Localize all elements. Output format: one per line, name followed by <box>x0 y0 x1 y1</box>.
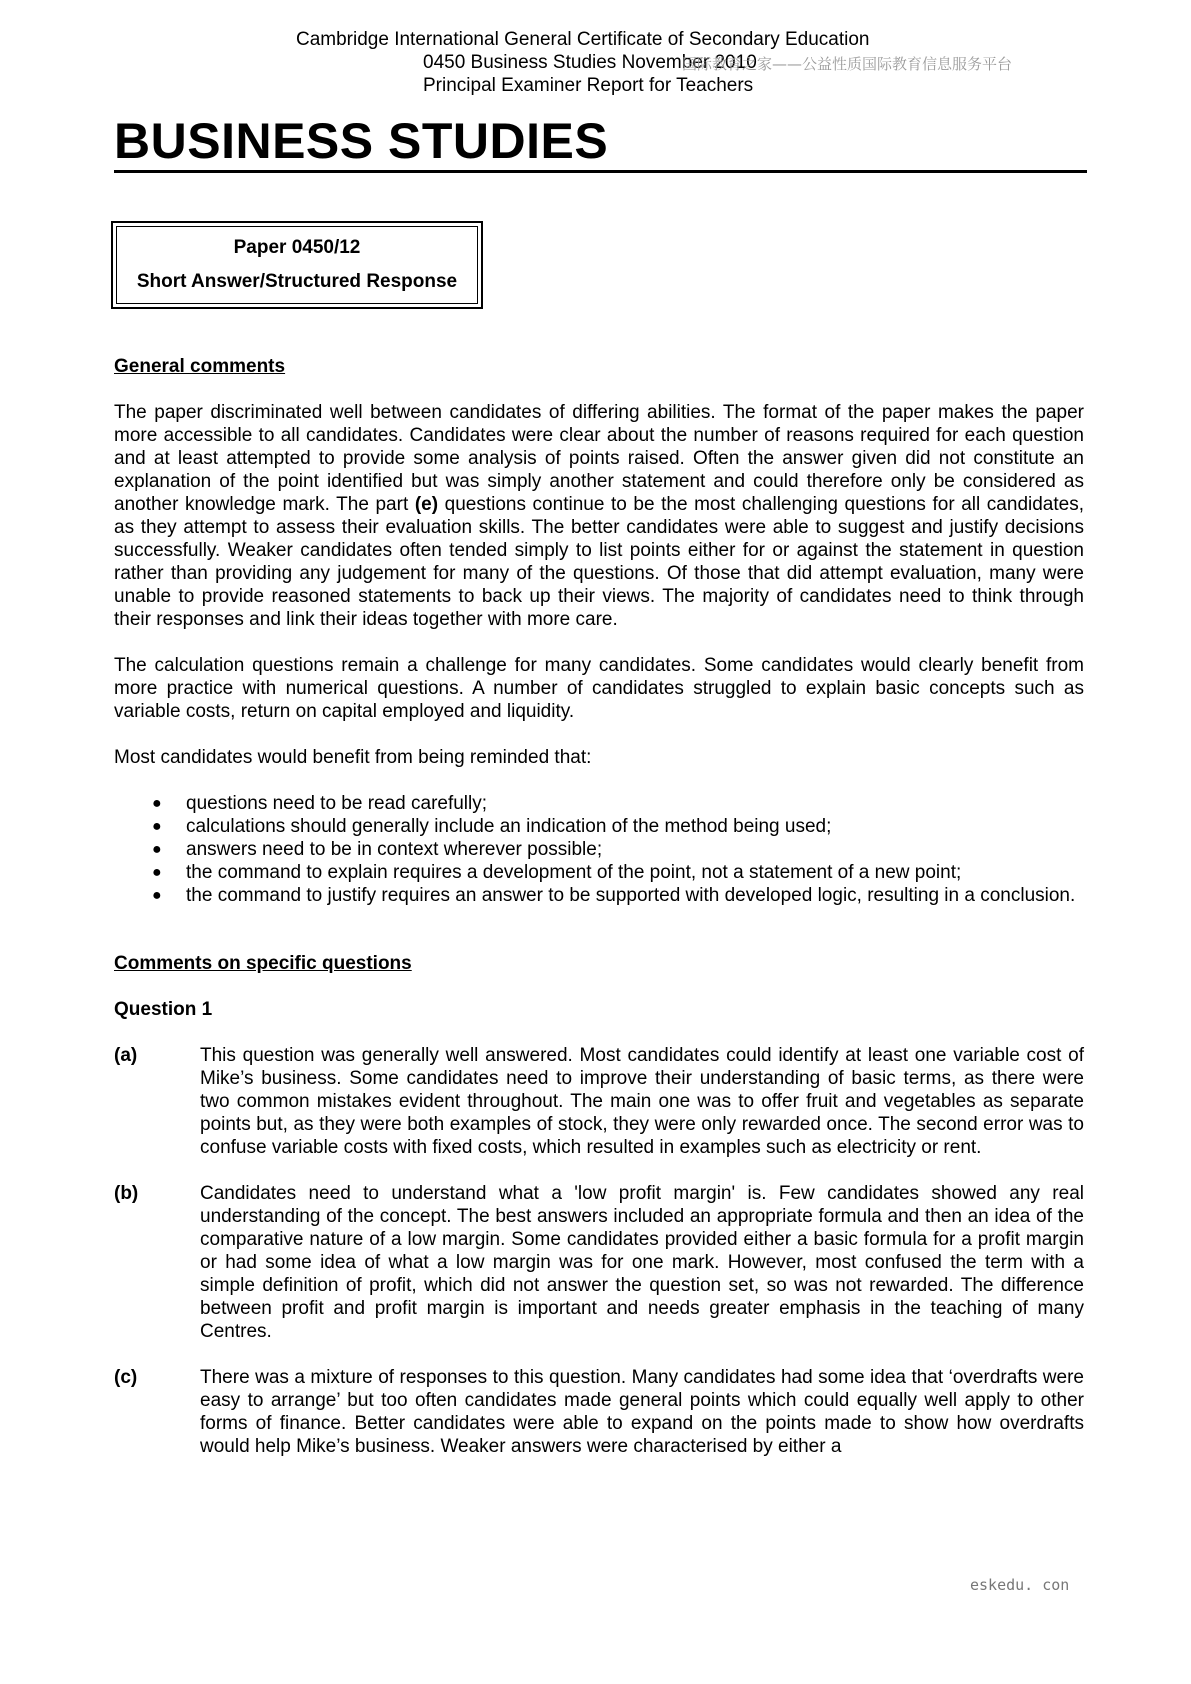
general-paragraph-1 <box>114 401 1084 631</box>
list-item <box>114 815 1084 838</box>
question-item-label: (a) <box>114 1045 138 1066</box>
question-1-title: Question 1 <box>114 999 213 1020</box>
question-item-text: There was a mixture of responses to this question. Many candidates had some idea that ‘overdrafts were easy to arrange’ but too often candidates made general points which could equally well apply to other forms of finance. Better candidates were able to expand on the points made to show how overdrafts would help Mike’s business. Weaker answers were characterised by either a <box>200 1367 1084 1457</box>
paper-type: Short Answer/Structured Response <box>136 271 458 292</box>
general-p1-part-b: questions continue to be the most challenging questions for all candidates, as they attempt to assess their evaluation skills. The better candidates were able to suggest and justify decisions successfully. Weaker candidates often tended simply to list points either for or against the statement in question rather than providing any judgement for many of the questions. Of those that did attempt evaluation, many were unable to provide reasoned statements to back up their views. The majority of candidates need to think through their responses and link their ideas together with more care. <box>114 494 1084 630</box>
list-item-text: the command to justify requires an answer to be supported with developed logic, resulting in a conclusion. <box>186 885 1076 906</box>
general-p1-part-a: The paper discriminated well between candidates of differing abilities. The format of the paper makes the paper more accessible to all candidates. Candidates were clear about the number of reasons required for each question and at least attempted to provide some analysis of points raised. Often the answer given did not constitute an explanation of the point identified but was simply another statement and could therefore only be considered as another knowledge mark. The part <box>114 402 1084 515</box>
list-item <box>114 792 1084 815</box>
paper-code: Paper 0450/12 <box>233 237 361 258</box>
bullet-icon: ● <box>152 795 162 812</box>
question-item-label: (c) <box>114 1367 138 1388</box>
general-p1-bold: (e) <box>414 494 439 515</box>
title-divider <box>114 170 1087 173</box>
general-paragraph-2: The calculation questions remain a challenge for many candidates. Some candidates would clearly benefit from more practice with numerical questions. A number of candidates struggled to explain basic concepts such as variable costs, return on capital employed and liquidity. <box>114 655 1084 722</box>
question-item-a <box>114 1044 1084 1159</box>
watermark-text: 国际教育之家——公益性质国际教育信息服务平台 <box>682 55 1013 73</box>
report-body <box>114 355 1084 1458</box>
list-item-text: calculations should generally include an indication of the method being used; <box>186 816 832 837</box>
general-paragraph-3: Most candidates would benefit from being reminded that: <box>114 747 592 768</box>
specific-comments-heading: Comments on specific questions <box>114 953 412 974</box>
list-item <box>114 884 1084 907</box>
header-line-2: 0450 Business Studies November 2010 <box>423 52 757 73</box>
reminder-list <box>114 792 1084 907</box>
header-line-3: Principal Examiner Report for Teachers <box>423 75 754 96</box>
bullet-icon: ● <box>152 887 162 904</box>
list-item-text: the command to explain requires a development of the point, not a statement of a new point; <box>186 862 962 883</box>
bullet-icon: ● <box>152 818 162 835</box>
question-item-text: Candidates need to understand what a 'low profit margin' is. Few candidates showed any real understanding of the concept. The best answers included an appropriate formula and then an idea of the comparative nature of a low margin. Some candidates provided either a basic formula for a profit margin or had some idea of what a low margin was for one mark. However, most confused the term with a simple definition of profit, which did not answer the question set, so was not rewarded. The difference between profit and profit margin is important and needs greater emphasis in the teaching of many Centres. <box>200 1183 1084 1342</box>
list-item <box>114 861 1084 884</box>
list-item-text: questions need to be read carefully; <box>186 793 488 814</box>
bullet-icon: ● <box>152 841 162 858</box>
page-title: BUSINESS STUDIES <box>114 113 609 169</box>
header-line-1: Cambridge International General Certificate of Secondary Education <box>296 29 870 50</box>
list-item-text: answers need to be in context wherever possible; <box>186 839 603 860</box>
question-item-label: (b) <box>114 1183 139 1204</box>
paper-info-box <box>111 221 483 309</box>
question-item-c <box>114 1366 1084 1458</box>
footer-site-text: eskedu. con <box>970 1576 1070 1594</box>
bullet-icon: ● <box>152 864 162 881</box>
paper-info-box-inner <box>116 226 478 304</box>
general-comments-heading: General comments <box>114 356 286 377</box>
question-item-b <box>114 1182 1084 1343</box>
question-item-text: This question was generally well answered. Most candidates could identify at least one variable cost of Mike’s business. Some candidates need to improve their understanding of basic terms, as there were two common mistakes evident throughout. The main one was to offer fruit and vegetables as separate points but, as they were both examples of stock, they were only rewarded once. The second error was to confuse variable costs with fixed costs, which resulted in examples such as electricity or rent. <box>200 1045 1084 1158</box>
list-item <box>114 838 1084 861</box>
